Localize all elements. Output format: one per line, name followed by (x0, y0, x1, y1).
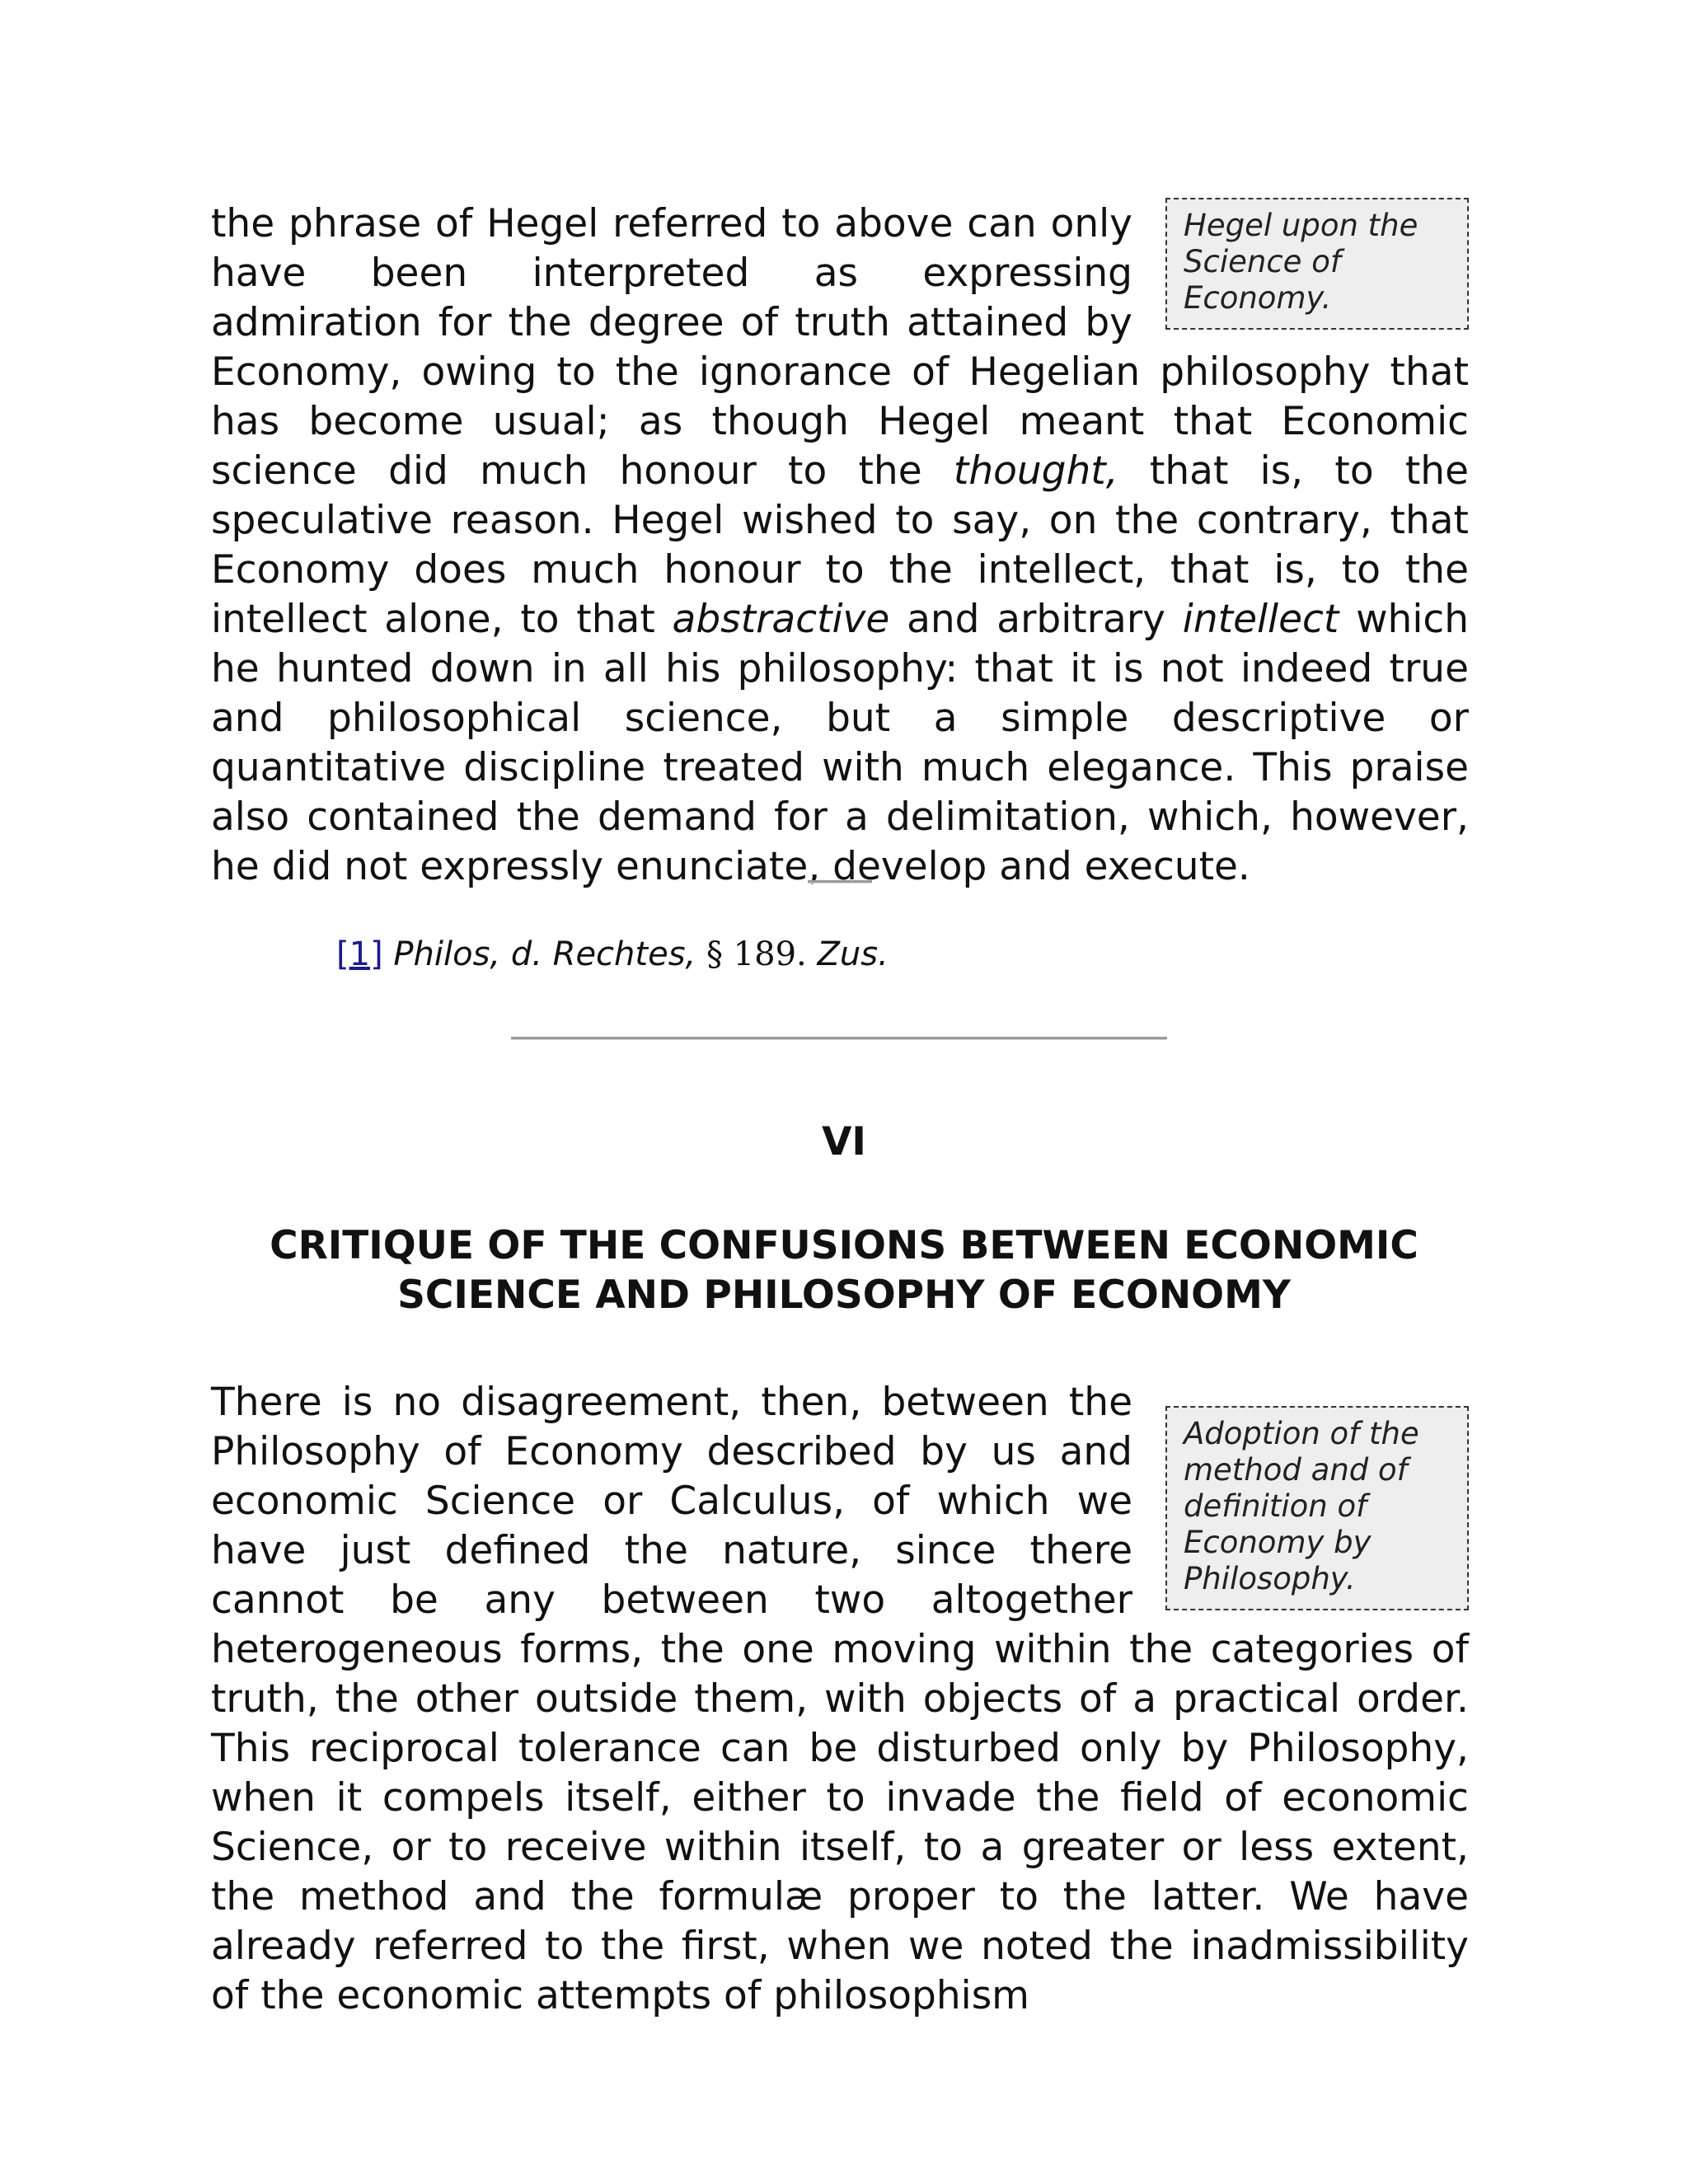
sidenote-hegel: Hegel upon the Science of Economy. (1165, 198, 1469, 330)
section-critique (211, 1378, 1469, 2021)
footnote-work: Philos, d. Rechtes, (393, 935, 696, 973)
emphasis-abstractive: abstractive (672, 597, 890, 642)
chapter-title (247, 1221, 1441, 1320)
chapter-divider (511, 1037, 1167, 1040)
paragraph-text: which he hunted down in all his philosophy: that it is not indeed true and philosophical science, but a simple descriptive or quantitative discipline treated with much elegance. This praise also contained the demand for a delimitation, which, however, he did not expressly enunciate, develop and execute. (211, 597, 1470, 889)
sidenote-adoption: Adoption of the method and of definition of Economy by Philosophy. (1165, 1406, 1469, 1610)
footnote-suffix: Zus. (817, 935, 889, 973)
paragraph-text: and arbitrary (889, 597, 1183, 642)
footnote-bracket-open: [ (336, 935, 349, 973)
footnote-section: § 189. (706, 935, 807, 973)
chapter-title-line-1: CRITIQUE OF THE CONFUSIONS BETWEEN ECONOMIC (270, 1223, 1418, 1268)
paragraph-text: There is no disagreement, then, between the Philosophy of Economy described by us and economic Science or Calculus, of which we have just defined the nature, since there cannot be any between two altogether heterogeneous forms, the one moving within the categories of truth, the other outside them, with objects of a practical order. This reciprocal tolerance can be disturbed only by Philosophy, when it compels itself, either to invade the field of economic Science, or to receive within itself, to a greater or less extent, the method and the formulæ proper to the latter. We have already referred to the first, when we noted the inadmissibility of the economic attempts of philosophism (211, 1380, 1469, 2018)
footnote-bracket-close: ] (370, 935, 383, 973)
footnote-divider (808, 880, 872, 883)
paragraph-critique (211, 1378, 1469, 2021)
paragraph-text: that is, to the speculative reason. Hegel wished to say, on the contrary, that Economy does much honour to the intellect, that is, to the intellect alone, to that (211, 448, 1469, 642)
emphasis-intellect: intellect (1182, 597, 1339, 642)
section-hegel (211, 199, 1469, 892)
footnote (336, 933, 889, 976)
paragraph-hegel (211, 199, 1469, 892)
footnote-link[interactable]: 1 (349, 935, 371, 973)
chapter-number: VI (822, 1119, 866, 1165)
emphasis-thought: thought, (953, 448, 1118, 494)
paragraph-text: the phrase of Hegel referred to above can only have been interpreted as expressing admiration for the degree of truth attained by Economy, owing to the ignorance of Hegelian philosophy that has become usual; as though Hegel meant that Economic science did much honour to the (211, 201, 1469, 494)
chapter-title-line-2: SCIENCE AND PHILOSOPHY OF ECONOMY (397, 1272, 1291, 1318)
